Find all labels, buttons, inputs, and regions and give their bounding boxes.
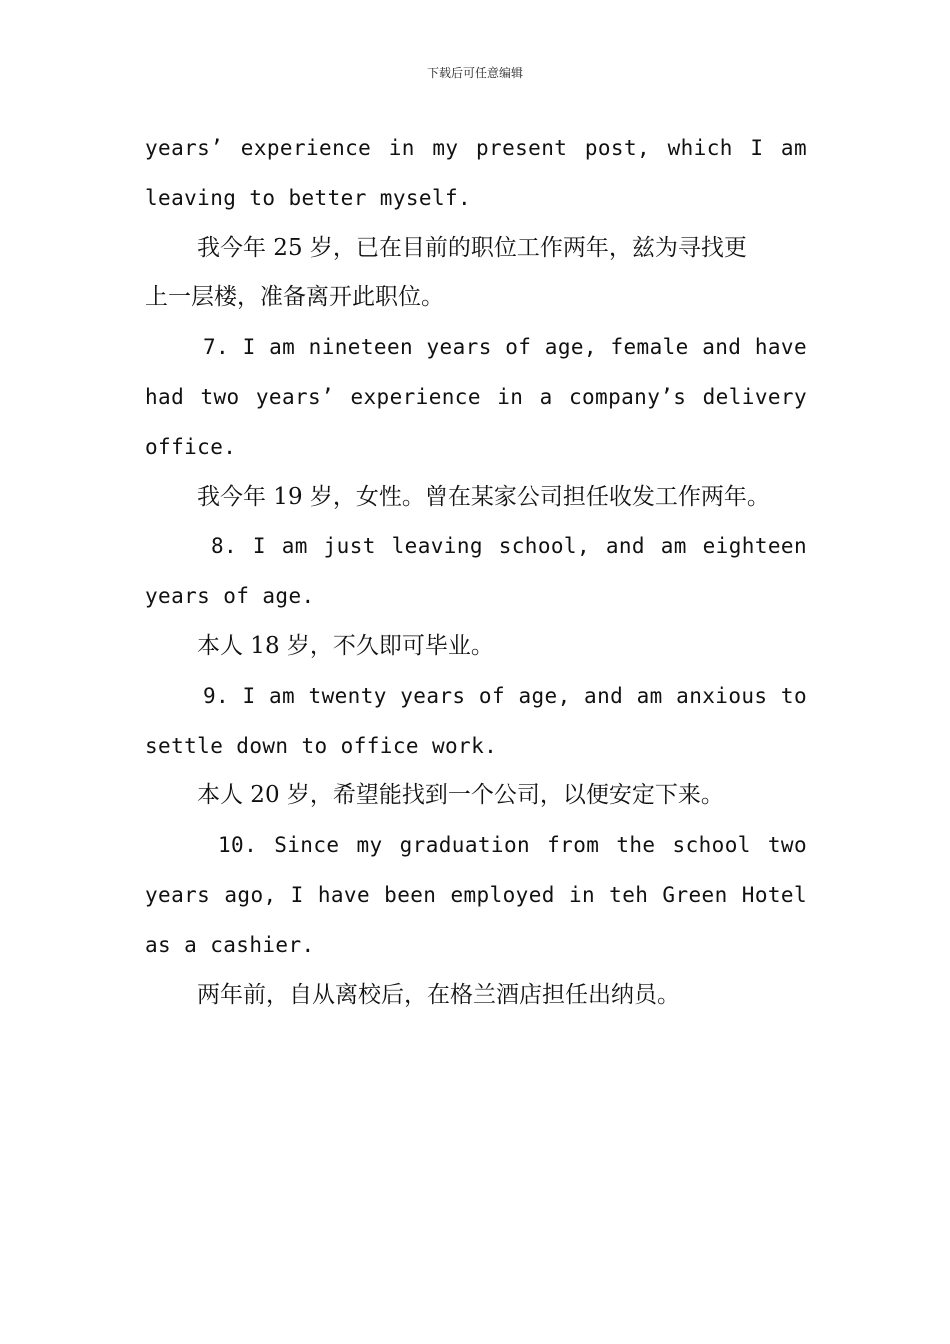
text-line-chinese: 我今年 25 岁，已在目前的职位工作两年，兹为寻找更 bbox=[197, 234, 747, 261]
list-item-7: 7. I am nineteen years of age, female and have bbox=[203, 335, 807, 360]
text-line-chinese: 我今年 19 岁，女性。曾在某家公司担任收发工作两年。 bbox=[197, 483, 770, 510]
list-item-10: 10. Since my graduation from the school two bbox=[218, 833, 807, 858]
text-line: had two years’ experience in a company’s delivery bbox=[145, 384, 807, 409]
text-line-chinese: 本人 20 岁，希望能找到一个公司，以便安定下来。 bbox=[197, 782, 724, 809]
document-body bbox=[145, 124, 807, 1020]
text-line-chinese: 两年前，自从离校后，在格兰酒店担任出纳员。 bbox=[197, 981, 680, 1008]
text-line: years of age. bbox=[145, 584, 315, 609]
text-line-chinese: 上一层楼，准备离开此职位。 bbox=[145, 284, 444, 311]
text-line: office. bbox=[145, 434, 237, 459]
text-line-chinese: 本人 18 岁，不久即可毕业。 bbox=[197, 632, 494, 659]
text-line: leaving to better myself. bbox=[145, 185, 472, 210]
text-line: years’ experience in my present post, which I am bbox=[145, 136, 807, 160]
text-line: years ago, I have been employed in teh Green Hotel bbox=[145, 882, 807, 907]
list-item-8: 8. I am just leaving school, and am eighteen bbox=[211, 534, 807, 559]
list-item-9: 9. I am twenty years of age, and am anxious to bbox=[203, 683, 807, 708]
text-line: as a cashier. bbox=[145, 932, 315, 957]
text-line: settle down to office work. bbox=[145, 733, 498, 758]
page-header: 下载后可任意编辑 bbox=[426, 66, 523, 80]
